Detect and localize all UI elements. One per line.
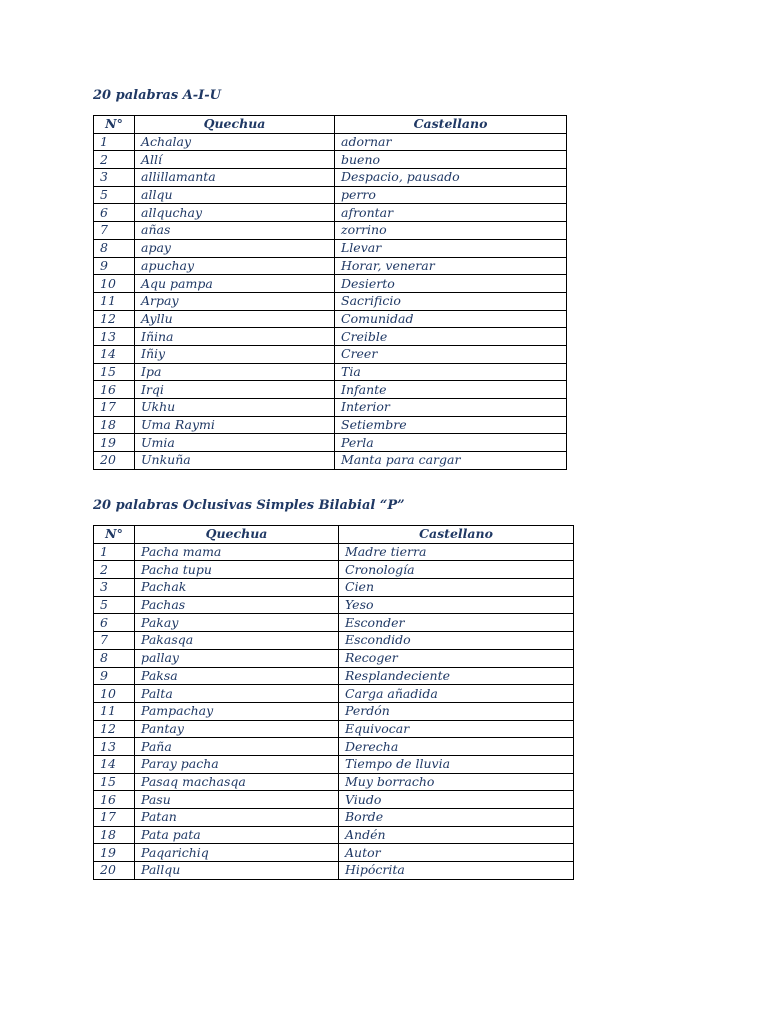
cell-castellano: Equivocar bbox=[339, 720, 574, 738]
cell-quechua: allillamanta bbox=[135, 169, 335, 187]
cell-quechua: Pachak bbox=[135, 579, 339, 597]
table-row bbox=[94, 685, 574, 703]
table-row bbox=[94, 596, 574, 614]
cell-number: 6 bbox=[94, 204, 135, 222]
cell-number: 6 bbox=[94, 614, 135, 632]
cell-number: 16 bbox=[94, 791, 135, 809]
table-row bbox=[94, 204, 567, 222]
cell-quechua: apuchay bbox=[135, 257, 335, 275]
cell-castellano: Horar, venerar bbox=[335, 257, 567, 275]
cell-castellano: Derecha bbox=[339, 738, 574, 756]
cell-quechua: Pacha tupu bbox=[135, 561, 339, 579]
cell-castellano: Manta para cargar bbox=[335, 452, 567, 470]
section-heading-oclusivas-p: 20 palabras Oclusivas Simples Bilabial “P” bbox=[93, 498, 405, 513]
cell-number: 18 bbox=[94, 826, 135, 844]
cell-castellano: afrontar bbox=[335, 204, 567, 222]
table-row bbox=[94, 826, 574, 844]
table-row bbox=[94, 399, 567, 417]
column-header-quechua: Quechua bbox=[135, 526, 339, 544]
table-row bbox=[94, 222, 567, 240]
cell-castellano: perro bbox=[335, 186, 567, 204]
cell-quechua: Paqarichiq bbox=[135, 844, 339, 862]
cell-quechua: Paña bbox=[135, 738, 339, 756]
cell-castellano: Andén bbox=[339, 826, 574, 844]
cell-number: 20 bbox=[94, 862, 135, 880]
cell-quechua: Achalay bbox=[135, 133, 335, 151]
cell-number: 11 bbox=[94, 702, 135, 720]
cell-castellano: Infante bbox=[335, 381, 567, 399]
table-row bbox=[94, 275, 567, 293]
cell-number: 3 bbox=[94, 169, 135, 187]
cell-castellano: zorrino bbox=[335, 222, 567, 240]
table-row bbox=[94, 738, 574, 756]
cell-castellano: Hipócrita bbox=[339, 862, 574, 880]
table-row bbox=[94, 169, 567, 187]
cell-castellano: Autor bbox=[339, 844, 574, 862]
cell-number: 14 bbox=[94, 755, 135, 773]
cell-quechua: Iñina bbox=[135, 328, 335, 346]
cell-castellano: Carga añadida bbox=[339, 685, 574, 703]
vocabulary-table-oclusivas-p bbox=[93, 525, 574, 880]
cell-castellano: Tiempo de lluvia bbox=[339, 755, 574, 773]
table-row bbox=[94, 328, 567, 346]
cell-quechua: Pampachay bbox=[135, 702, 339, 720]
cell-castellano: Cronología bbox=[339, 561, 574, 579]
cell-number: 5 bbox=[94, 596, 135, 614]
cell-quechua: Ukhu bbox=[135, 399, 335, 417]
cell-quechua: Ipa bbox=[135, 363, 335, 381]
cell-number: 2 bbox=[94, 561, 135, 579]
cell-number: 17 bbox=[94, 399, 135, 417]
table-row bbox=[94, 791, 574, 809]
cell-number: 3 bbox=[94, 579, 135, 597]
cell-number: 16 bbox=[94, 381, 135, 399]
column-header-quechua: Quechua bbox=[135, 116, 335, 134]
table-row bbox=[94, 186, 567, 204]
table-row bbox=[94, 257, 567, 275]
cell-quechua: Pata pata bbox=[135, 826, 339, 844]
cell-castellano: Borde bbox=[339, 809, 574, 827]
cell-number: 19 bbox=[94, 844, 135, 862]
cell-castellano: Desierto bbox=[335, 275, 567, 293]
cell-quechua: Aqu pampa bbox=[135, 275, 335, 293]
table-row bbox=[94, 363, 567, 381]
cell-number: 18 bbox=[94, 416, 135, 434]
column-header-castellano: Castellano bbox=[335, 116, 567, 134]
cell-number: 9 bbox=[94, 257, 135, 275]
table-row bbox=[94, 720, 574, 738]
cell-quechua: Pachas bbox=[135, 596, 339, 614]
cell-castellano: Creer bbox=[335, 345, 567, 363]
table-row bbox=[94, 862, 574, 880]
cell-castellano: bueno bbox=[335, 151, 567, 169]
table-row bbox=[94, 310, 567, 328]
cell-castellano: Viudo bbox=[339, 791, 574, 809]
table-row bbox=[94, 809, 574, 827]
column-header-castellano: Castellano bbox=[339, 526, 574, 544]
cell-quechua: Arpay bbox=[135, 292, 335, 310]
table-row bbox=[94, 345, 567, 363]
cell-number: 7 bbox=[94, 632, 135, 650]
cell-quechua: Pasu bbox=[135, 791, 339, 809]
cell-number: 2 bbox=[94, 151, 135, 169]
cell-number: 15 bbox=[94, 363, 135, 381]
cell-quechua: Ayllu bbox=[135, 310, 335, 328]
cell-castellano: Perla bbox=[335, 434, 567, 452]
cell-castellano: adornar bbox=[335, 133, 567, 151]
table-row bbox=[94, 632, 574, 650]
cell-quechua: Unkuña bbox=[135, 452, 335, 470]
cell-castellano: Comunidad bbox=[335, 310, 567, 328]
cell-number: 11 bbox=[94, 292, 135, 310]
cell-castellano: Resplandeciente bbox=[339, 667, 574, 685]
cell-number: 13 bbox=[94, 738, 135, 756]
cell-quechua: Pallqu bbox=[135, 862, 339, 880]
cell-castellano: Cien bbox=[339, 579, 574, 597]
cell-castellano: Interior bbox=[335, 399, 567, 417]
table-row bbox=[94, 292, 567, 310]
cell-quechua: allqu bbox=[135, 186, 335, 204]
cell-quechua: Pasaq machasqa bbox=[135, 773, 339, 791]
cell-quechua: Iñiy bbox=[135, 345, 335, 363]
cell-number: 12 bbox=[94, 310, 135, 328]
cell-castellano: Perdón bbox=[339, 702, 574, 720]
cell-quechua: Pakay bbox=[135, 614, 339, 632]
cell-quechua: Umia bbox=[135, 434, 335, 452]
table-row bbox=[94, 381, 567, 399]
cell-number: 19 bbox=[94, 434, 135, 452]
cell-castellano: Muy borracho bbox=[339, 773, 574, 791]
cell-quechua: Paray pacha bbox=[135, 755, 339, 773]
cell-number: 13 bbox=[94, 328, 135, 346]
cell-castellano: Madre tierra bbox=[339, 543, 574, 561]
cell-quechua: Irqi bbox=[135, 381, 335, 399]
table-row bbox=[94, 452, 567, 470]
cell-quechua: Patan bbox=[135, 809, 339, 827]
table-row bbox=[94, 755, 574, 773]
column-header-number: N° bbox=[94, 526, 135, 544]
cell-quechua: Paksa bbox=[135, 667, 339, 685]
cell-castellano: Setiembre bbox=[335, 416, 567, 434]
cell-number: 15 bbox=[94, 773, 135, 791]
table-row bbox=[94, 773, 574, 791]
cell-castellano: Llevar bbox=[335, 239, 567, 257]
table-header-row bbox=[94, 526, 574, 544]
cell-number: 10 bbox=[94, 685, 135, 703]
cell-quechua: Pantay bbox=[135, 720, 339, 738]
table-row bbox=[94, 702, 574, 720]
cell-quechua: Palta bbox=[135, 685, 339, 703]
cell-quechua: Uma Raymi bbox=[135, 416, 335, 434]
cell-castellano: Esconder bbox=[339, 614, 574, 632]
section-heading-a-i-u: 20 palabras A-I-U bbox=[93, 88, 221, 103]
table-row bbox=[94, 667, 574, 685]
cell-castellano: Tia bbox=[335, 363, 567, 381]
cell-castellano: Recoger bbox=[339, 649, 574, 667]
cell-number: 1 bbox=[94, 543, 135, 561]
cell-number: 7 bbox=[94, 222, 135, 240]
column-header-number: N° bbox=[94, 116, 135, 134]
cell-number: 8 bbox=[94, 239, 135, 257]
cell-number: 14 bbox=[94, 345, 135, 363]
cell-number: 1 bbox=[94, 133, 135, 151]
table-row bbox=[94, 579, 574, 597]
cell-quechua: pallay bbox=[135, 649, 339, 667]
table-row bbox=[94, 151, 567, 169]
cell-number: 9 bbox=[94, 667, 135, 685]
cell-number: 17 bbox=[94, 809, 135, 827]
table-row bbox=[94, 649, 574, 667]
cell-quechua: añas bbox=[135, 222, 335, 240]
cell-number: 8 bbox=[94, 649, 135, 667]
table-row bbox=[94, 239, 567, 257]
cell-number: 10 bbox=[94, 275, 135, 293]
cell-castellano: Sacrificio bbox=[335, 292, 567, 310]
cell-quechua: Pakasqa bbox=[135, 632, 339, 650]
cell-castellano: Yeso bbox=[339, 596, 574, 614]
table-row bbox=[94, 133, 567, 151]
cell-number: 12 bbox=[94, 720, 135, 738]
table-row bbox=[94, 416, 567, 434]
cell-number: 20 bbox=[94, 452, 135, 470]
table-row bbox=[94, 561, 574, 579]
cell-quechua: Pacha mama bbox=[135, 543, 339, 561]
cell-castellano: Creible bbox=[335, 328, 567, 346]
table-row bbox=[94, 434, 567, 452]
vocabulary-table-a-i-u bbox=[93, 115, 567, 470]
cell-castellano: Despacio, pausado bbox=[335, 169, 567, 187]
cell-castellano: Escondido bbox=[339, 632, 574, 650]
cell-number: 5 bbox=[94, 186, 135, 204]
table-row bbox=[94, 543, 574, 561]
table-header-row bbox=[94, 116, 567, 134]
cell-quechua: apay bbox=[135, 239, 335, 257]
cell-quechua: allquchay bbox=[135, 204, 335, 222]
cell-quechua: Allí bbox=[135, 151, 335, 169]
table-row bbox=[94, 844, 574, 862]
table-row bbox=[94, 614, 574, 632]
